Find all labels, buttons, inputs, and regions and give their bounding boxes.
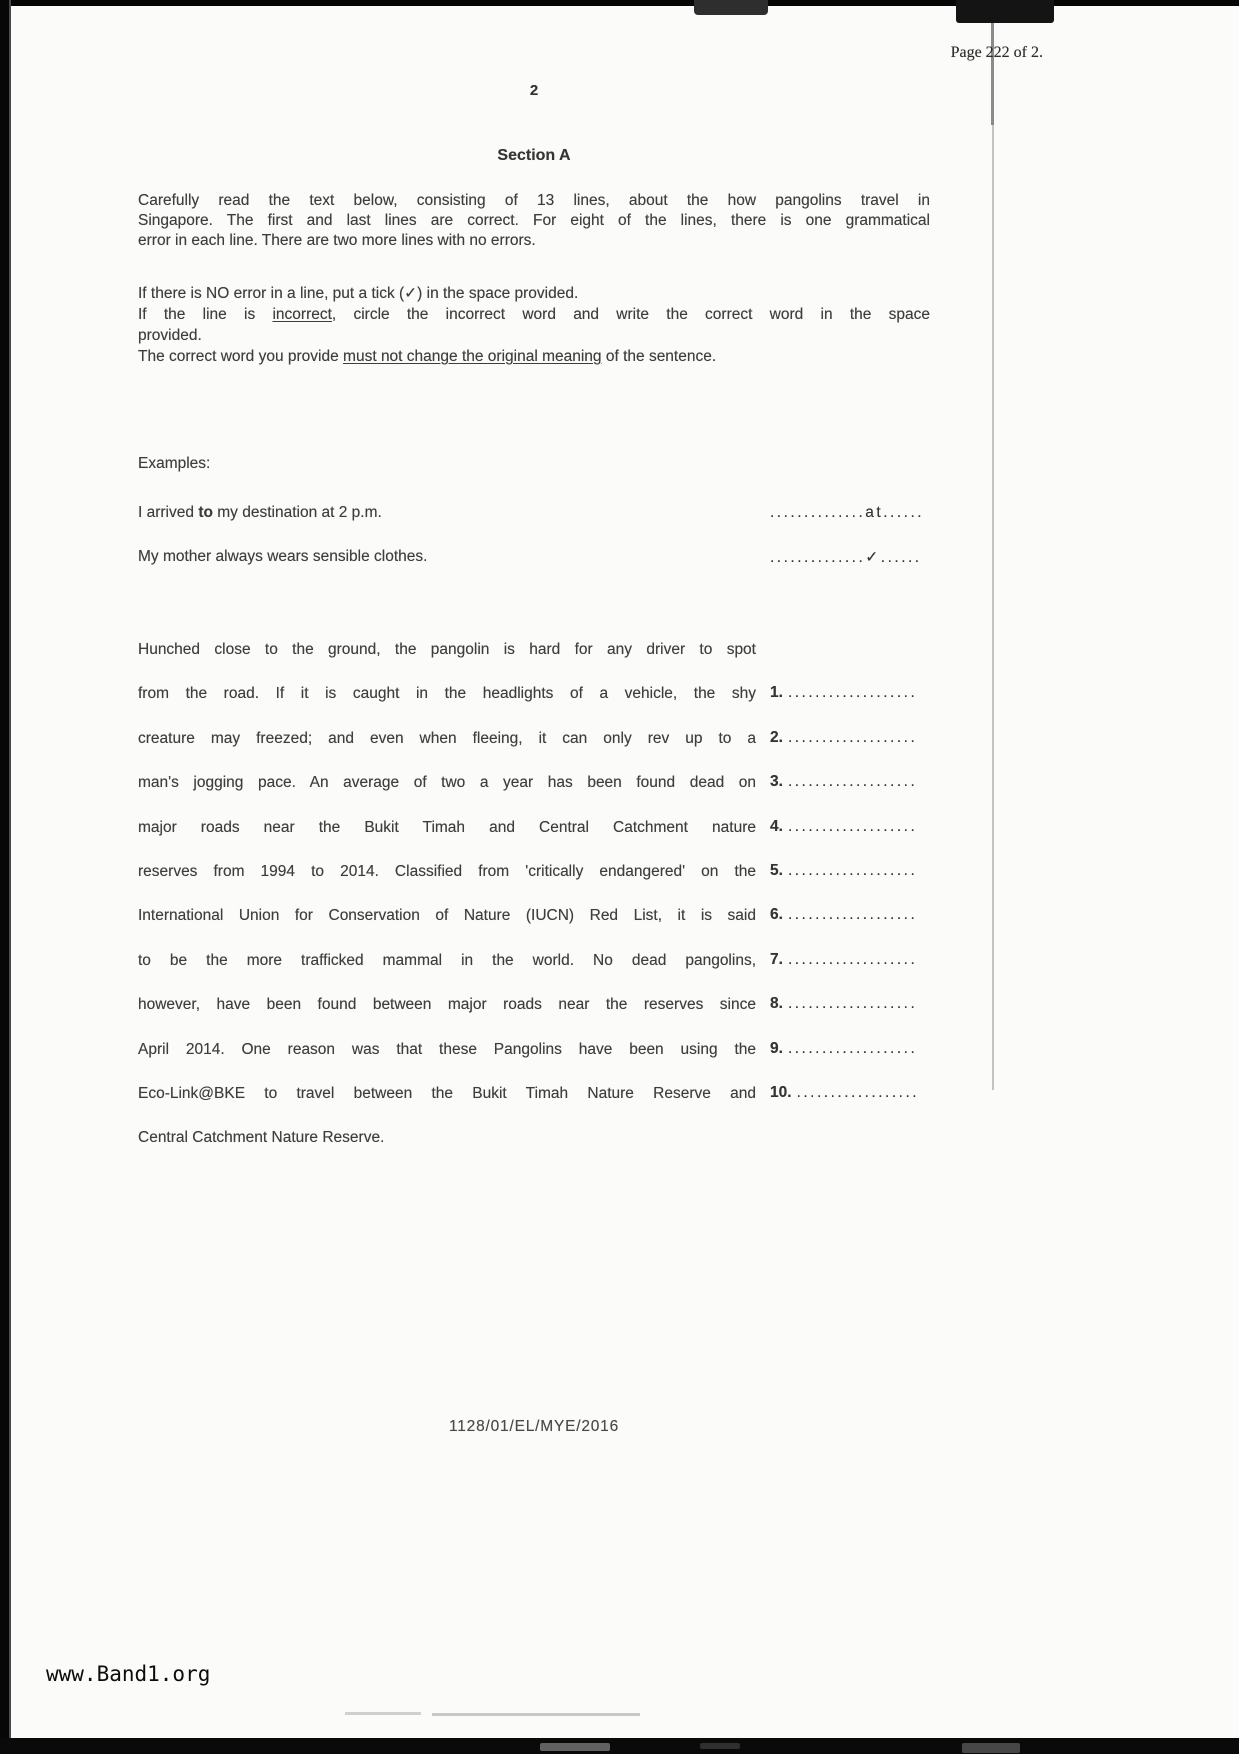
passage-row (138, 729, 930, 773)
passage-row (138, 1040, 930, 1084)
passage-row (138, 862, 930, 906)
text-segment: provided. (138, 327, 202, 344)
instruction-line (138, 325, 930, 346)
answer-dotted-line: ................... (787, 950, 918, 968)
instruction-line (138, 304, 930, 325)
example-row (138, 504, 930, 548)
page-label: Page 222 of 2. (950, 44, 1043, 61)
passage-line-text: Central Catchment Nature Reserve. (138, 1129, 385, 1147)
example-sentence (138, 504, 382, 521)
answer-dotted-line: ................... (787, 1039, 918, 1057)
answer-number: 1. (770, 684, 783, 702)
answer-blank (770, 1084, 919, 1102)
answer-number: 4. (770, 817, 783, 835)
instruction-line (138, 346, 930, 367)
text-segment: of the sentence. (601, 348, 717, 365)
scan-blob (956, 0, 1054, 23)
text-segment: must not change the original meaning (343, 348, 602, 365)
answer-dotted-line: ................... (787, 684, 918, 702)
passage-line-text: from the road. If it is caught in the headlights of a vehicle, the shy (138, 685, 756, 703)
answer-blank (770, 862, 917, 880)
text-segment: incorrect (272, 306, 332, 323)
example-answer-blank: ..............at...... (770, 504, 925, 521)
scan-smudge (432, 1713, 640, 1716)
passage-row (138, 951, 930, 995)
answer-blank (770, 729, 917, 747)
scan-line-artifact (992, 0, 994, 1090)
passage-line-text: International Union for Conservation of Nature (IUCN) Red List, it is said (138, 907, 756, 925)
answer-dotted-line: ................... (787, 773, 918, 791)
scan-blob (540, 1743, 610, 1751)
answer-number: 10. (770, 1083, 792, 1101)
text-segment: to (198, 504, 213, 521)
passage-line-text: Hunched close to the ground, the pangolin is hard for any driver to spot (138, 641, 756, 658)
text-segment: If there is NO error in a line, put a tick (✓) in the space provided. (138, 285, 579, 302)
scan-blob (700, 1743, 740, 1749)
watermark-url: www.Band1.org (46, 1662, 211, 1686)
passage-line-text: major roads near the Bukit Timah and Central Catchment nature (138, 818, 756, 836)
passage-line-text: creature may freezed; and even when fleeing, it can only rev up to a (138, 729, 756, 747)
passage-line-text: to be the more trafficked mammal in the world. No dead pangolins, (138, 951, 756, 969)
answer-number: 2. (770, 728, 783, 746)
passage-row (138, 1084, 930, 1128)
instruction-line (138, 283, 930, 304)
intro-line: Carefully read the text below, consisting of 13 lines, about the how pangolins travel in (138, 192, 930, 209)
instructions-block (138, 283, 930, 367)
passage-row (138, 640, 930, 684)
example-answer-blank: ..............✓...... (770, 549, 922, 566)
example-row (138, 548, 930, 592)
answer-number: 8. (770, 995, 783, 1013)
answer-number: 7. (770, 950, 783, 968)
passage-line-text: man's jogging pace. An average of two a year has been found dead on (138, 774, 756, 792)
answer-dotted-line: ................... (787, 817, 918, 835)
text-segment: If the line is (138, 306, 273, 323)
answer-blank (770, 906, 917, 924)
passage-row (138, 818, 930, 862)
paper-code: 1128/01/EL/MYE/2016 (448, 1418, 620, 1435)
passage-row (138, 684, 930, 728)
scan-edge-left (0, 0, 9, 1754)
answer-blank (770, 684, 917, 702)
passage-row (138, 995, 930, 1039)
intro-paragraph (138, 191, 930, 251)
answer-dotted-line: .................. (796, 1083, 920, 1101)
answer-dotted-line: ................... (787, 728, 918, 746)
answer-blank (770, 995, 917, 1013)
passage-line-text: April 2014. One reason was that these Pangolins have been using the (138, 1040, 756, 1058)
answer-number: 9. (770, 1039, 783, 1057)
text-segment: , circle the incorrect word and write the correct word in the space (331, 306, 930, 323)
answer-number: 6. (770, 906, 783, 924)
passage-line-text: however, have been found between major roads near the reserves since (138, 996, 756, 1014)
examples-list (138, 504, 930, 592)
example-sentence (138, 548, 427, 565)
text-segment: my destination at 2 p.m. (212, 504, 382, 521)
passage-line-text: reserves from 1994 to 2014. Classified from 'critically endangered' on the (138, 862, 756, 880)
passage-row (138, 773, 930, 817)
passage (138, 640, 930, 1173)
answer-number: 5. (770, 861, 783, 879)
examples-label: Examples: (138, 455, 211, 472)
page-number: 2 (529, 82, 539, 99)
section-title: Section A (497, 147, 571, 164)
passage-line-text: Eco-Link@BKE to travel between the Bukit Timah Nature Reserve and (138, 1084, 756, 1102)
scan-smudge (345, 1712, 421, 1715)
scan-edge-left (9, 0, 11, 1754)
answer-blank (770, 818, 917, 836)
text-segment: My mother always wears sensible clothes. (138, 548, 428, 565)
answer-blank (770, 1040, 917, 1058)
passage-row (138, 906, 930, 950)
scan-blob (694, 0, 768, 15)
intro-line: error in each line. There are two more lines with no errors. (138, 232, 536, 249)
passage-row (138, 1128, 930, 1172)
answer-number: 3. (770, 773, 783, 791)
answer-blank (770, 951, 917, 969)
answer-dotted-line: ................... (787, 906, 918, 924)
answer-blank (770, 773, 917, 791)
scan-edge-bottom (0, 1738, 1239, 1754)
answer-dotted-line: ................... (787, 861, 918, 879)
answer-dotted-line: ................... (787, 995, 918, 1013)
text-segment: I arrived (138, 504, 199, 521)
intro-line: Singapore. The first and last lines are correct. For eight of the lines, there is one grammatical (138, 212, 930, 229)
scan-blob (962, 1743, 1020, 1753)
text-segment: The correct word you provide (138, 348, 344, 365)
